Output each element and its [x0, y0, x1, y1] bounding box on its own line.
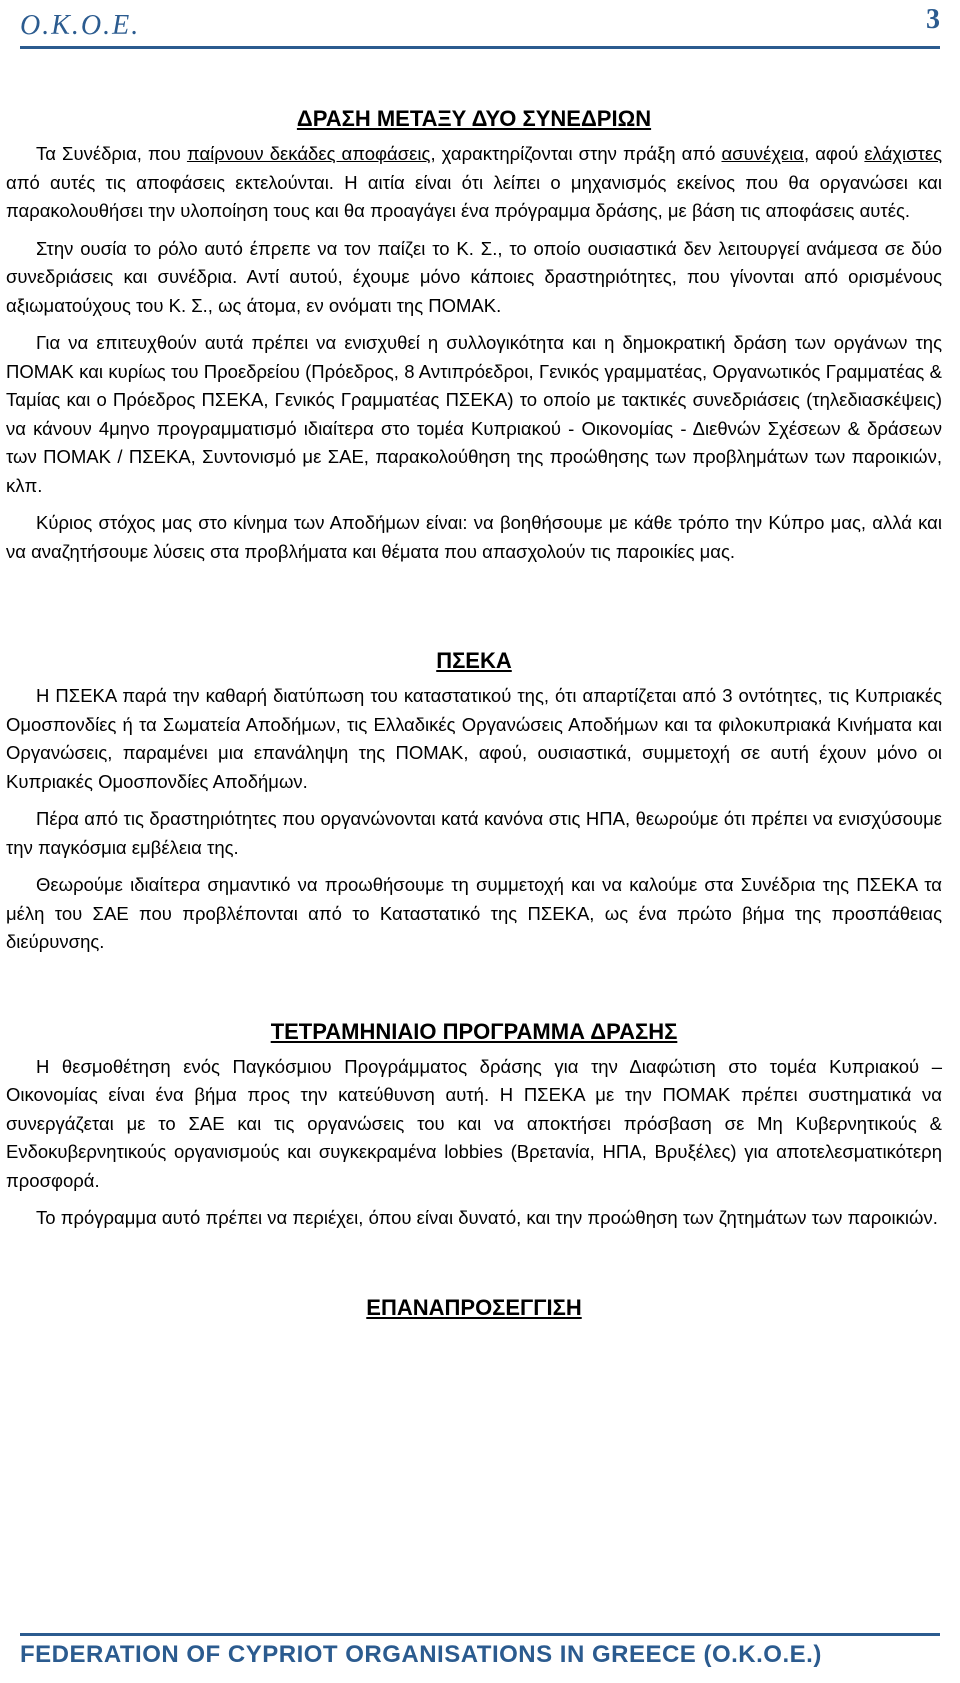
page-number: 3: [926, 4, 940, 35]
text-run: , αφού: [803, 143, 865, 164]
paragraph: Η ΠΣΕΚΑ παρά την καθαρή διατύπωση του καταστατικού της, ότι απαρτίζεται από 3 οντότητες, τις Κυπριακές Ομοσπονδίες ή τα Σωματεία Αποδήμων, τις Ελλαδικές Οργανώσεις Αποδήμων και τα φιλοκυπριακά Κινήματα και Οργανώσεις, παραμένει μια επανάληψη της ΠΟΜΑΚ, αφού, ουσιαστικά, συμμετοχή σε αυτή έχουν μόνο οι Κυπριακές Ομοσπονδίες Αποδήμων.: [6, 685, 942, 792]
text-run: Τα Συνέδρια, που: [36, 143, 187, 164]
document-body: [6, 104, 942, 1323]
paragraph: Η θεσμοθέτηση ενός Παγκόσμιου Προγράμματος δράσης για την Διαφώτιση στο τομέα Κυπριακού – Οικονομίας είναι ένα βήμα προς την κατεύθυνση αυτή. Η ΠΣΕΚΑ με την ΠΟΜΑΚ πρέπει συστηματικά να συνεργάζεται με το ΣΑΕ και τις οργανώσεις του και να αποκτήσει πρόσβαση σε Μη Κυβερνητικούς & Ενδοκυβερνητικούς οργανισμούς και συγκεκραμένα lobbies (Βρετανία, ΗΠΑ, Βρυξέλες) για αποτελεσματικότερη προσφορά.: [6, 1055, 942, 1191]
okoe-logo: Ο.Κ.Ο.Ε.: [20, 10, 141, 41]
text-run: από αυτές τις αποφάσεις εκτελούνται. Η αιτία είναι ότι λείπει ο μηχανισμός εκείνος που θα οργανώσει και παρακολουθήσει την υλοποίηση τους και θα προαγάγει ένα πρόγραμμα δράσης, με βάση τις αποφάσεις αυτές.: [6, 171, 942, 221]
text-run: , χαρακτηρίζονται στην πράξη από: [430, 143, 722, 164]
underlined-text: ελάχιστες: [864, 143, 942, 164]
section-title-pseka: ΠΣΕΚΑ: [436, 648, 512, 673]
section-title-programma: ΤΕΤΡΑΜΗΝΙΑΙΟ ΠΡΟΓΡΑΜΜΑ ΔΡΑΣΗΣ: [270, 1018, 678, 1044]
section-title-epanaprosengisi: ΕΠΑΝΑΠΡΟΣΕΓΓΙΣΗ: [366, 1294, 582, 1320]
paragraph: Για να επιτευχθούν αυτά πρέπει να ενισχυθεί η συλλογικότητα και η δημοκρατική δράση των οργάνων της ΠΟΜΑΚ και κυρίως του Προεδρείου (Πρόεδρος, 8 Αντιπρόεδροι, Γενικός γραμματέας, Οργανωτικός Γραμματέας & Ταμίας και ο Πρόεδρος ΠΣΕΚΑ, Γενικός Γραμματέας ΠΣΕΚΑ) το οποίο με τακτικές συνεδριάσεις (τηλεδιασκέψεις) να κάνουν 4μηνο προγραμματισμό ιδιαίτερα στο τομέα Κυπριακού - Οικονομίας - Διεθνών Σχέσεων & δράσεων των ΠΟΜΑΚ / ΠΣΕΚΑ, Συντονισμό με ΣΑΕ, παρακολούθηση της προώθησης των προβλημάτων των παροικιών, κλπ.: [6, 332, 942, 496]
section-title-drasi: ΔΡΑΣΗ ΜΕΤΑΞΥ ΔΥΟ ΣΥΝΕΔΡΙΩΝ: [296, 106, 652, 131]
underlined-text: παίρνουν δεκάδες αποφάσεις: [186, 143, 431, 164]
page-footer: [0, 1633, 960, 1683]
paragraph: Το πρόγραμμα αυτό πρέπει να περιέχει, όπου είναι δυνατό, και την προώθηση των ζητημάτων των παροικιών.: [36, 1207, 938, 1228]
paragraph: Θεωρούμε ιδιαίτερα σημαντικό να προωθήσουμε τη συμμετοχή και να καλούμε στα Συνέδρια της ΠΣΕΚΑ τα μέλη του ΣΑΕ που προβλέπονται από το Καταστατικό της ΠΣΕΚΑ, ως ένα πρώτο βήμα της προσπάθειας διεύρυνσης.: [6, 874, 942, 952]
paragraph: [6, 140, 942, 226]
paragraph: Πέρα από τις δραστηριότητες που οργανώνονται κατά κανόνα στις ΗΠΑ, θεωρούμε ότι πρέπει να ενισχύσουμε την παγκόσμια εμβέλεια της.: [6, 808, 942, 858]
footer-divider: [20, 1633, 940, 1636]
footer-organisation-name: FEDERATION OF CYPRIOT ORGANISATIONS IN GREECE (O.K.O.E.): [20, 1641, 822, 1668]
paragraph: Στην ουσία το ρόλο αυτό έπρεπε να τον παίζει το Κ. Σ., το οποίο ουσιαστικά δεν λειτουργεί ανάμεσα σε δύο συνεδριάσεις και συνέδρια. Αντί αυτού, έχουμε μόνο κάποιες δραστηριότητες, που γίνονται από ορισμένους αξιωματούχους του Κ. Σ., ως άτομα, εν ονόματι της ΠΟΜΑΚ.: [6, 237, 942, 316]
page-header: [0, 0, 960, 50]
paragraph: Κύριος στόχος μας στο κίνημα των Αποδήμων είναι: να βοηθήσουμε με κάθε τρόπο την Κύπρο μας, αλλά και να αναζητήσουμε λύσεις στα προβλήματα και θέματα που απασχολούν τις παροικίες μας.: [6, 512, 942, 562]
underlined-text: ασυνέχεια: [721, 143, 804, 164]
header-divider: [20, 46, 940, 49]
